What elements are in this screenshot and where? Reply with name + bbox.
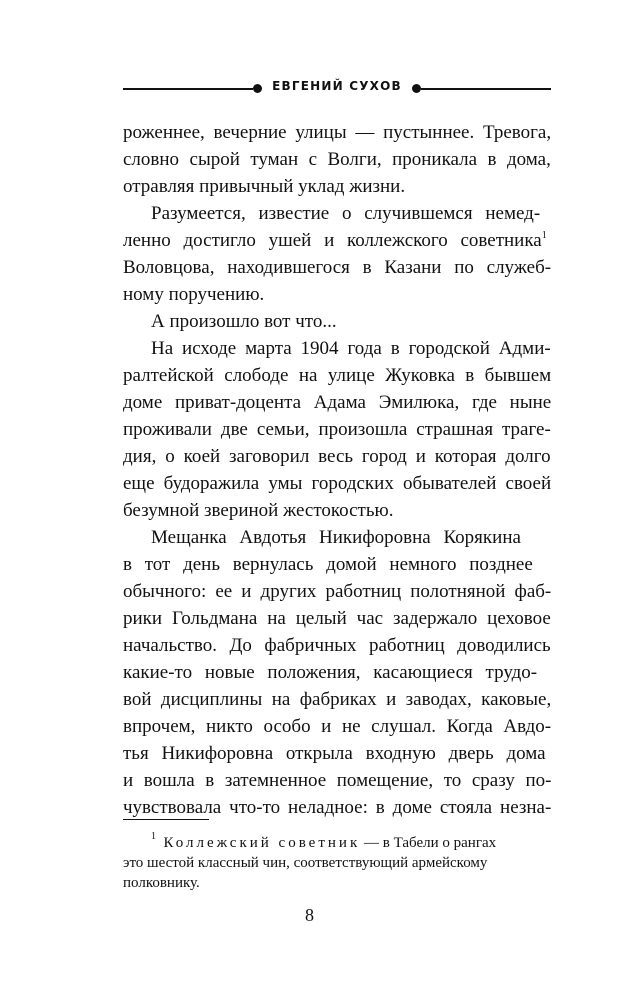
text-line: еще будоражила умы городских обывателей своей [123, 473, 552, 494]
header-dot-left [253, 84, 262, 93]
text-line-content: ленно достигло ушей и коллежского советника [123, 230, 542, 251]
footnote-line [151, 833, 496, 853]
text-line: и вошла в затемненное помещение, то сразу по- [123, 770, 552, 791]
text-line: Мещанка Авдотья Никифоровна Корякина [151, 527, 521, 548]
text-line: впрочем, никто особо и не слушал. Когда Авдо- [123, 716, 552, 737]
text-line: Разумеется, известие о случившемся немед- [151, 203, 541, 224]
text-line: роженнее, вечерние улицы — пустыннее. Тревога, [123, 122, 552, 143]
text-line: какие-то новые положения, касающиеся трудо- [123, 662, 538, 683]
footnote-separator [123, 819, 209, 820]
header-rule-right [421, 88, 551, 90]
footnote-line: это шестой классный чин, соответствующий армейскому [123, 855, 488, 871]
running-header [123, 78, 551, 98]
footnote-text: — в Табели о рангах [360, 835, 497, 851]
text-line: начальство. До фабричных работниц доводились [123, 635, 551, 656]
text-line: безумной звериной жестокостью. [123, 500, 394, 521]
running-head-author: ЕВГЕНИЙ СУХОВ [272, 79, 402, 93]
footnote-ref: 1 [541, 230, 547, 241]
footnote-line: полковнику. [123, 875, 200, 891]
header-rule-left [123, 88, 253, 90]
text-line: отравляя привычный уклад жизни. [123, 176, 406, 197]
text-line: в тот день вернулась домой немного позднее [123, 554, 533, 575]
text-line: дия, о коей заговорил весь город и которая долго [123, 446, 551, 467]
text-line: чувствовала что-то неладное: в доме стояла незна- [123, 797, 552, 818]
text-line: тья Никифоровна открыла входную дверь дома [123, 743, 546, 764]
text-line: Воловцова, находившегося в Казани по служеб- [123, 257, 552, 278]
page-number: 8 [305, 905, 314, 925]
text-line [123, 228, 547, 254]
text-line: вой дисциплины на фабриках и заводах, каковые, [123, 689, 552, 710]
text-line: рики Гольдмана на целый час задержало цеховое [123, 608, 551, 629]
text-line: проживали две семьи, произошла страшная траге- [123, 419, 551, 440]
text-line: А произошло вот что... [151, 311, 337, 332]
header-dot-right [412, 84, 421, 93]
footnote-number: 1 [151, 831, 156, 842]
text-line: обычного: ее и других работниц полотняной фаб- [123, 581, 552, 602]
text-line: словно сырой туман с Волги, проникала в дома, [123, 149, 551, 170]
text-line: На исходе марта 1904 года в городской Адми- [151, 338, 551, 359]
footnote-term: Коллежский советник [163, 835, 361, 851]
text-line: ному поручению. [123, 284, 265, 305]
text-line: ралтейской слободе на улице Жуковка в бывшем [123, 365, 552, 386]
text-line: доме приват-доцента Адама Эмилюка, где ныне [123, 392, 552, 413]
